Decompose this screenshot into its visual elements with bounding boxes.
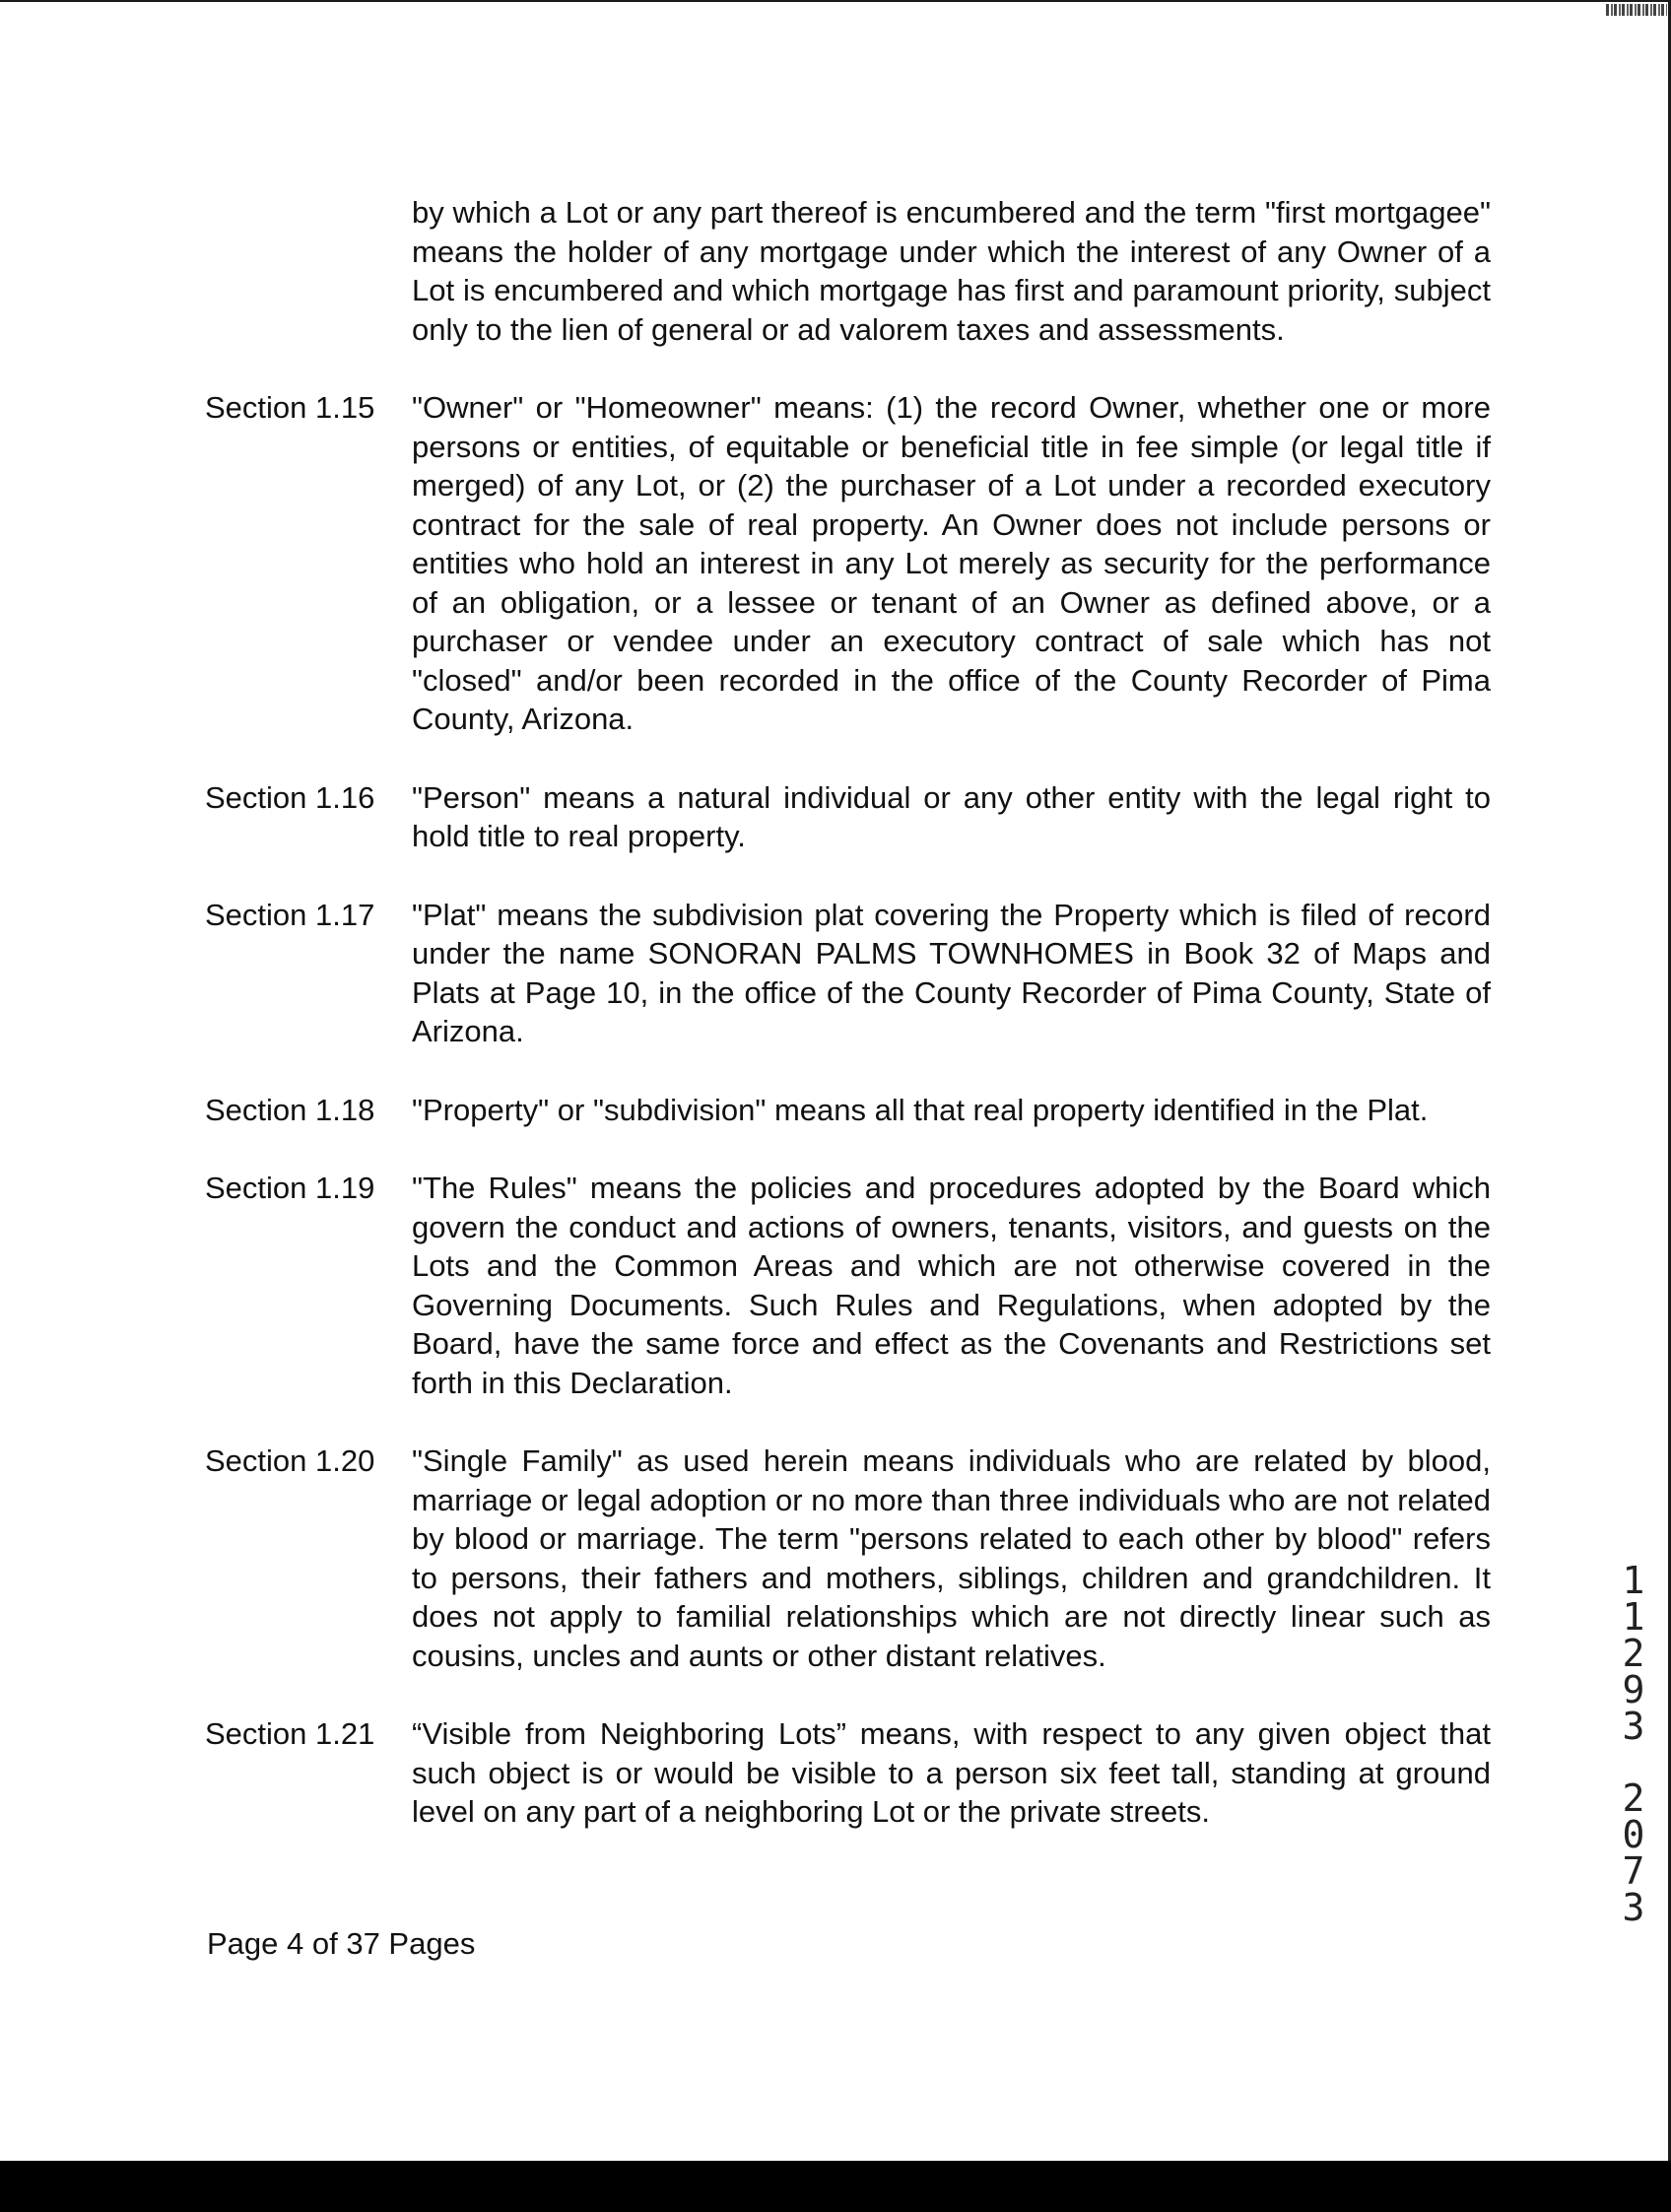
scan-top-border [0,0,1671,2]
recording-number-stamp [1619,1559,1648,1929]
stamp-digit: 9 [1622,1668,1645,1711]
scan-bottom-band [0,2161,1671,2212]
scan-corner-mark [1606,4,1667,16]
stamp-digit: 2 [1622,1632,1645,1675]
section-text: "Plat" means the subdivision plat covering the Property which is filed of record under the name SONORAN PALMS TOWNHOMES in Book 32 of Maps and Plats at Page 10, in the office of the County Recorder of Pima County, State of Arizona. [412,897,1491,1048]
section-label: Section 1.18 [205,1092,375,1127]
stamp-digit: 1 [1622,1559,1645,1602]
page-footer: Page 4 of 37 Pages [207,1926,476,1961]
section-label: Section 1.17 [205,897,375,932]
stamp-digit: 7 [1622,1849,1645,1893]
section-text: “Visible from Neighboring Lots” means, with respect to any given object that such object is or would be visible to a person six feet tall, standing at ground level on any part of a neighboring Lot or the private streets. [412,1716,1491,1829]
section-1-15 [205,388,1491,739]
section-text: "Single Family" as used herein means individuals who are related by blood, marriage or legal adoption or no more than three individuals who are not related by blood or marriage. The term "persons related to each other by blood" refers to persons, their fathers and mothers, siblings, children and grandchildren. It does not apply to familial relationships which are not directly linear such as cousins, uncles and aunts or other distant relatives. [412,1443,1491,1673]
section-1-21 [205,1714,1491,1832]
stamp-gap [1619,1745,1648,1780]
section-text: "Property" or "subdivision" means all that real property identified in the Plat. [412,1092,1429,1127]
stamp-digit: 2 [1622,1776,1645,1820]
section-label: Section 1.19 [205,1171,375,1205]
section-label: Section 1.21 [205,1716,375,1751]
stamp-digit: 3 [1622,1886,1645,1929]
stamp-digit: 3 [1622,1705,1645,1748]
document-body [205,193,1491,1871]
section-1-16 [205,778,1491,856]
section-text: "The Rules" means the policies and procedures adopted by the Board which govern the conduct and actions of owners, tenants, visitors, and guests on the Lots and the Common Areas and which are not otherwise covered in the Governing Documents. Such Rules and Regulations, when adopted by the Board, have the same force and effect as the Covenants and Restrictions set forth in this Declaration. [412,1171,1491,1400]
stamp-digit: 1 [1622,1595,1645,1639]
section-label: Section 1.15 [205,390,375,425]
section-text: "Owner" or "Homeowner" means: (1) the record Owner, whether one or more persons or entities, of equitable or beneficial title in fee simple (or legal title if merged) of any Lot, or (2) the purchaser of a Lot under a recorded executory contract for the sale of real property. An Owner does not include persons or entities who hold an interest in any Lot merely as security for the performance of an obligation, or a lessee or tenant of an Owner as defined above, or a purchaser or vendee under an executory contract of sale which has not "closed" and/or been recorded in the office of the County Recorder of Pima County, Arizona. [412,390,1491,736]
section-1-19 [205,1169,1491,1402]
intro-paragraph: by which a Lot or any part thereof is encumbered and the term "first mortgagee" means the holder of any mortgage under which the interest of any Owner of a Lot is encumbered and which mortgage has first and paramount priority, subject only to the lien of general or ad valorem taxes and assessments. [412,195,1491,347]
section-1-18 [205,1091,1491,1130]
section-label: Section 1.20 [205,1443,375,1478]
section-label: Section 1.16 [205,779,375,815]
section-text: "Person" means a natural individual or any other entity with the legal right to hold title to real property. [412,779,1491,853]
stamp-digit: 0 [1622,1813,1645,1856]
stamp-group-1 [1619,1559,1648,1748]
stamp-group-2 [1619,1776,1648,1929]
section-1-17 [205,896,1491,1051]
section-1-20 [205,1441,1491,1675]
